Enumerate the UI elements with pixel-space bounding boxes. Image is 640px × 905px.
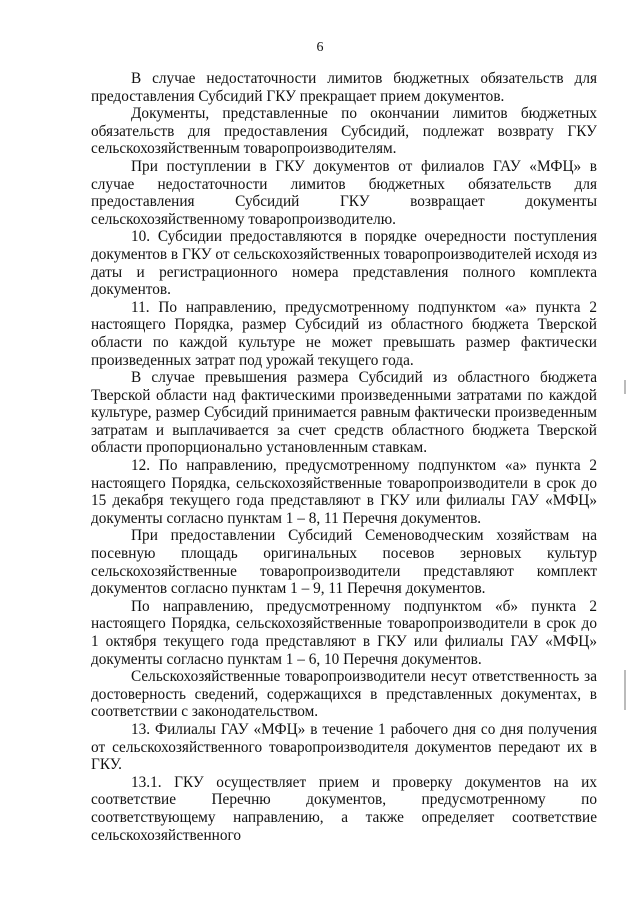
paragraph-item-13: 13. Филиалы ГАУ «МФЦ» в течение 1 рабочего дня со дня получения от сельскохозяйственного товаропроизводителя документов передают их в ГКУ. — [91, 720, 597, 774]
scan-edge-mark — [624, 670, 626, 710]
page-number: 6 — [316, 40, 324, 55]
paragraph-responsibility: Сельскохозяйственные товаропроизводители несут ответственность за достоверность сведений, содержащихся в представленных документах, в соответствии с законодательством. — [91, 668, 597, 721]
paragraph-item-11: 11. По направлению, предусмотренному подпунктом «а» пункта 2 настоящего Порядка, размер Субсидий из областного бюджета Тверской области по каждой культуре не может превышать размер фактически произведенных затрат под урожай текущего года. — [91, 298, 597, 369]
scan-edge-mark — [624, 380, 626, 394]
body-text — [91, 70, 597, 844]
paragraph-direction-b: По направлению, предусмотренному подпунктом «б» пункта 2 настоящего Порядка, сельскохозяйственные товаропроизводители в срок до 1 октября текущего года представляют в ГКУ или филиалы ГАУ «МФЦ» документы согласно пунктам 1 – 6, 10 Перечня документов. — [91, 597, 597, 668]
paragraph-seed-farms: При предоставлении Субсидий Семеноводческим хозяйствам на посевную площадь оригинальных посевов зерновых культур сельскохозяйственные товаропроизводители представляют комплект документов согласно пунктам 1 – 9, 11 Перечня документов. — [91, 527, 597, 598]
paragraph-mfc-documents-returned: При поступлении в ГКУ документов от филиалов ГАУ «МФЦ» в случае недостаточности лимитов бюджетных обязательств для предоставления Субсидий ГКУ возвращает документы сельскохозяйственному товаропроизводителю. — [91, 157, 597, 228]
paragraph-item-10: 10. Субсидии предоставляются в порядке очередности поступления документов в ГКУ от сельскохозяйственных товаропроизводителей исходя из даты и регистрационного номера представления полного комплекта документов. — [91, 228, 597, 299]
paragraph-limits-insufficient: В случае недостаточности лимитов бюджетных обязательств для предоставления Субсидий ГКУ прекращает прием документов. — [91, 70, 597, 105]
paragraph-item-13-1: 13.1. ГКУ осуществляет прием и проверку документов на их соответствие Перечню документов, предусмотренному по соответствующему направлению, а также определяет соответствие сельскохозяйственного — [91, 773, 597, 844]
paragraph-item-12: 12. По направлению, предусмотренному подпунктом «а» пункта 2 настоящего Порядка, сельскохозяйственные товаропроизводители в срок до 15 декабря текущего года представляют в ГКУ или филиалы ГАУ «МФЦ» документы согласно пунктам 1 – 8, 11 Перечня документов. — [91, 457, 597, 527]
paragraph-documents-returned: Документы, представленные по окончании лимитов бюджетных обязательств для предоставления Субсидий, подлежат возврату ГКУ сельскохозяйственным товаропроизводителям. — [91, 105, 597, 158]
paragraph-subsidy-excess: В случае превышения размера Субсидий из областного бюджета Тверской области над фактическими произведенными затратами по каждой культуре, размер Субсидий принимается равным фактически произведенным затратам и выплачивается за счет средств областного бюджета Тверской области пропорционально установленным ставкам. — [91, 369, 597, 457]
